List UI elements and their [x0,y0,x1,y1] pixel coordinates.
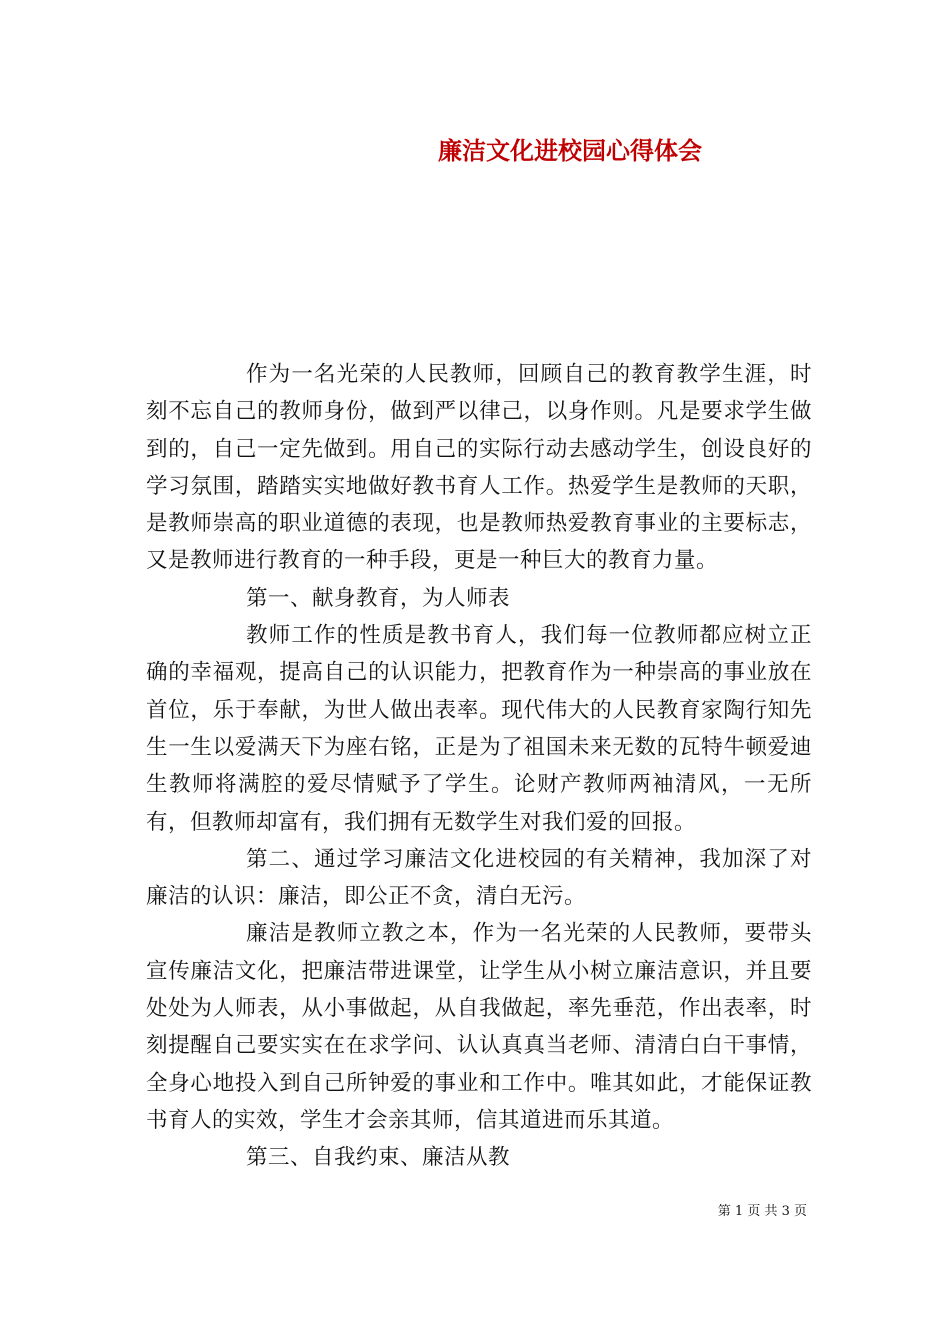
paragraph-section-2: 廉洁是教师立教之本，作为一名光荣的人民教师，要带头宣传廉洁文化，把廉洁带进课堂，让学生从小树立廉洁意识，并且要处处为人师表，从小事做起，从自我做起，率先垂范，作出表率，时刻提醒自己要实实在在求学问、认认真真当老师、清清白白干事情，全身心地投入到自己所钟爱的事业和工作中。唯其如此，才能保证教书育人的实效，学生才会亲其师，信其道进而乐其道。 [146,921,812,1133]
document-title: 廉洁文化进校园心得体会 [438,136,702,165]
section-heading-3: 第三、自我约束、廉洁从教 [246,1145,511,1171]
paragraph-intro: 作为一名光荣的人民教师，回顾自己的教育教学生涯，时刻不忘自己的教师身份，做到严以律己，以身作则。凡是要求学生做到的，自己一定先做到。用自己的实际行动去感动学生，创设良好的学习氛围，踏踏实实地做好教书育人工作。热爱学生是教师的天职，是教师崇高的职业道德的表现，也是教师热爱教育事业的主要标志，又是教师进行教育的一种手段，更是一种巨大的教育力量。 [146,362,812,574]
document-body [146,356,812,1177]
section-heading-2: 第二、通过学习廉洁文化进校园的有关精神，我加深了对廉洁的认识：廉洁，即公正不贪，清白无污。 [146,846,812,910]
paragraph-section-1: 教师工作的性质是教书育人，我们每一位教师都应树立正确的幸福观，提高自己的认识能力，把教育作为一种崇高的事业放在首位，乐于奉献，为世人做出表率。现代伟大的人民教育家陶行知先生一生以爱满天下为座右铭，正是为了祖国未来无数的瓦特牛顿爱迪生教师将满腔的爱尽情赋予了学生。论财产教师两袖清风，一无所有，但教师却富有，我们拥有无数学生对我们爱的回报。 [146,623,812,835]
section-heading-1: 第一、献身教育，为人师表 [246,585,511,611]
page-number-footer: 第 1 页 共 3 页 [717,1204,807,1219]
